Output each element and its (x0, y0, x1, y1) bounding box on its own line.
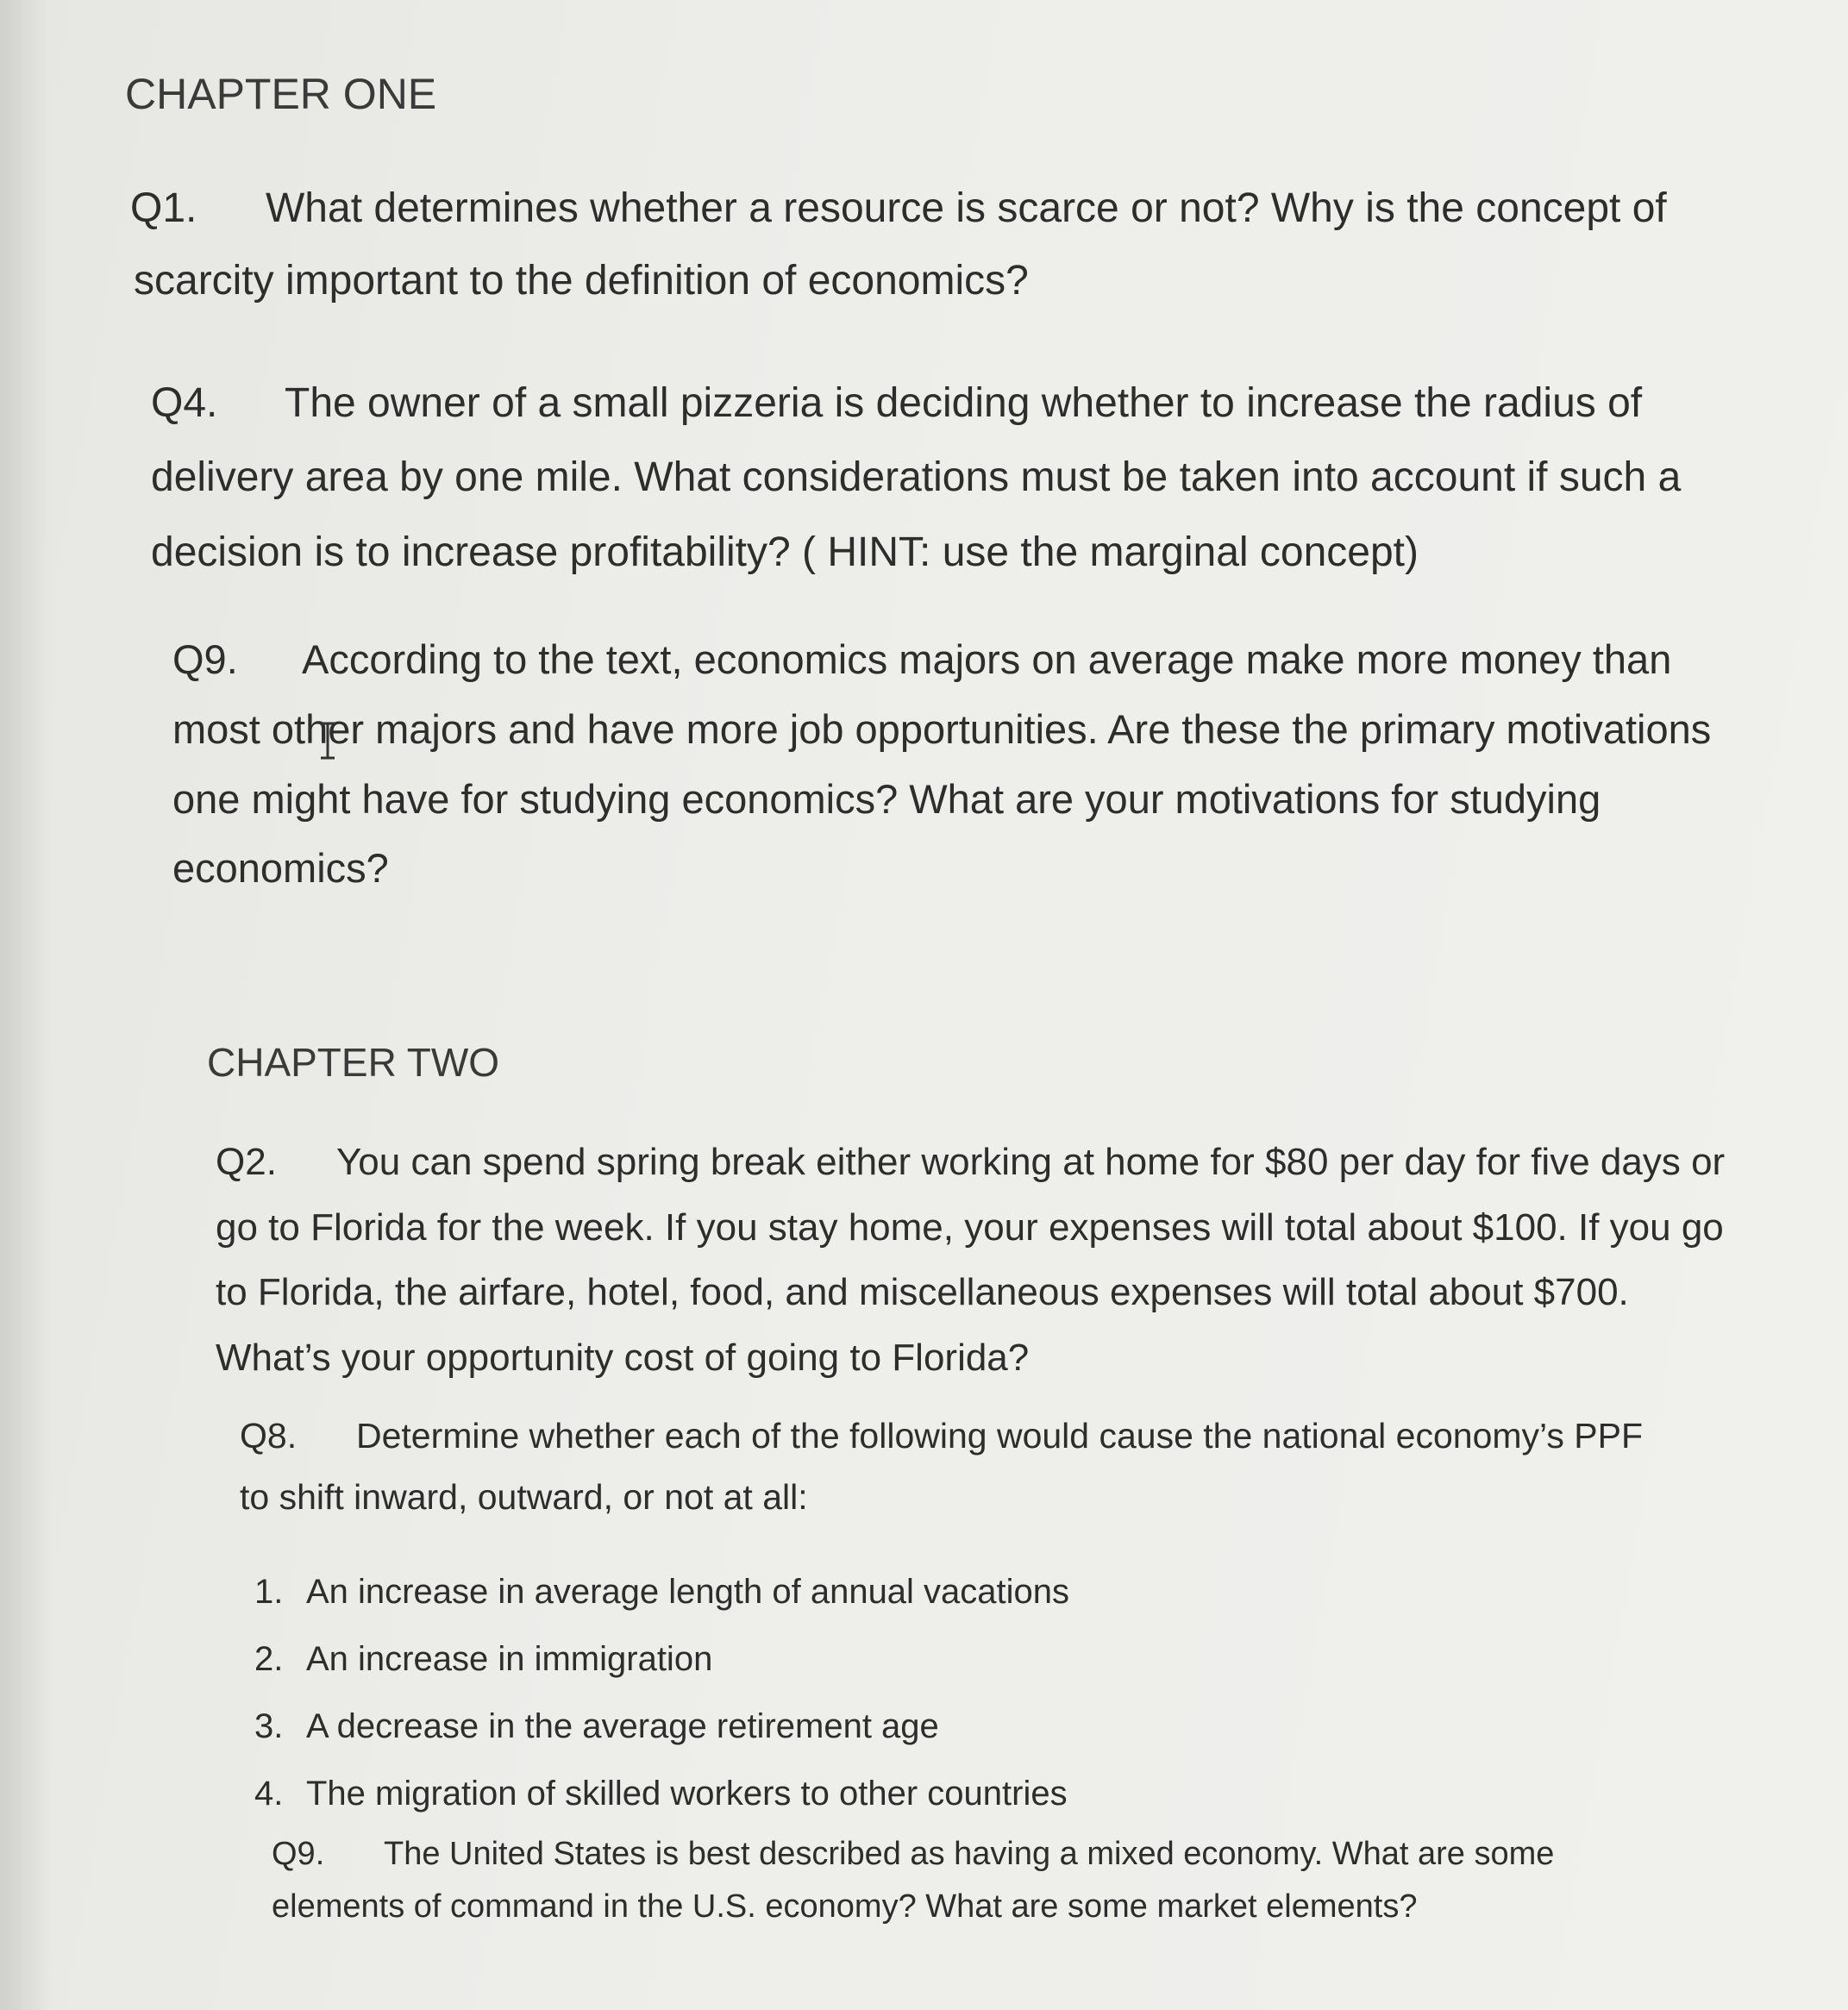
list-item: 4. The migration of skilled workers to other countries (254, 1775, 1068, 1813)
question-number: Q4. (151, 380, 218, 426)
list-item: 3. A decrease in the average retirement age (254, 1707, 939, 1745)
question-text: The United States is best described as having a mixed economy. What are some elements of command in the U.S. economy? What are some market elements? (272, 1836, 1555, 1925)
text-cursor-icon (317, 720, 338, 761)
question-q9-ch1 (172, 625, 1725, 904)
question-q2 (216, 1130, 1733, 1391)
question-q8 (240, 1406, 1663, 1527)
question-q4 (151, 366, 1720, 590)
list-item: 1. An increase in average length of annual vacations (254, 1573, 1070, 1611)
list-item: 2. An increase in immigration (254, 1640, 713, 1678)
question-text: Determine whether each of the following would cause the national economy’s PPF to shift inward, outward, or not at all: (240, 1416, 1644, 1517)
question-number: Q2. (216, 1141, 277, 1183)
question-q1 (130, 172, 1755, 317)
question-q9-ch2 (272, 1828, 1617, 1933)
question-text: According to the text, economics majors on average make more money than most other majors and have more job opportunities. Are these the primary motivations one might have for studying economics? What are your motivations for studying economics? (172, 636, 1712, 892)
question-text: You can spend spring break either working at home for $80 per day for five days or go to Florida for the week. If you stay home, your expenses will total about $100. If you go to Florida, the airfare, hotel, food, and miscellaneous expenses will total about $700. What’s your opportunity cost of going to Florida? (216, 1141, 1726, 1380)
chapter-two-title: CHAPTER TWO (207, 1040, 500, 1085)
question-number: Q8. (240, 1416, 298, 1456)
question-text: What determines whether a resource is scarce or not? Why is the concept of scarcity important to the definition of economics? (134, 185, 1667, 304)
ppf-list (254, 1569, 1462, 1838)
chapter-one-title: CHAPTER ONE (125, 70, 437, 118)
question-number: Q9. (172, 636, 238, 682)
question-number: Q9. (272, 1836, 325, 1872)
screen-edge (0, 0, 52, 2010)
question-number: Q1. (130, 185, 197, 231)
question-text: The owner of a small pizzeria is deciding whether to increase the radius of delivery area by one mile. What considerations must be taken into account if such a decision is to increase profitability? ( HINT: use the marginal concept) (151, 380, 1682, 575)
